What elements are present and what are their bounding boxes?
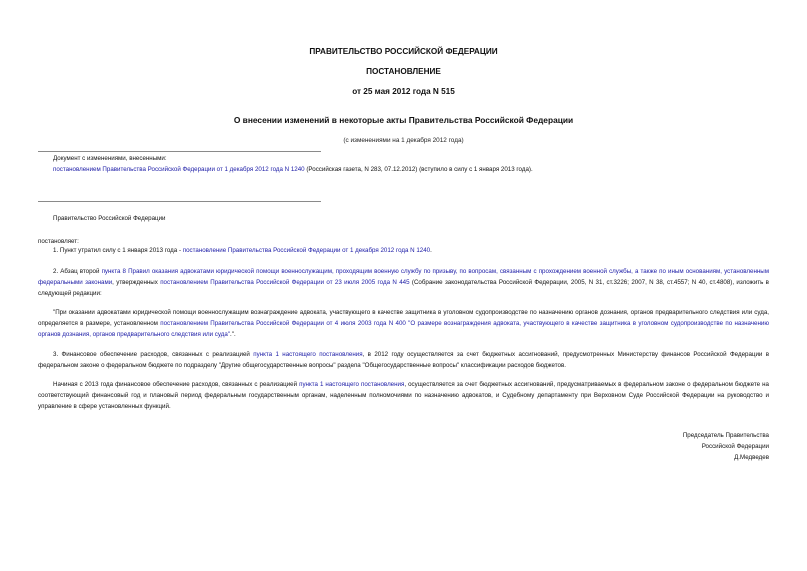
paragraph-1 (53, 245, 773, 256)
quote-pre: "При оказании адвокатами юридической помощи военнослужащим вознаграждение адвоката, участвующего в качестве защитника в уголовном судопроизводстве по назначению органов дознания, органов предварительного следствия или суда, определяется в размере, установленном (38, 309, 769, 327)
paragraph-2-link-decree[interactable]: постановлением Правительства Российской Федерации от 23 июля 2005 года N 445 (160, 279, 410, 286)
divider-bottom (38, 201, 321, 202)
changes-reference (53, 164, 773, 175)
quote-link[interactable]: постановлением Правительства Российской Федерации от 4 июля 2003 года N 400 "О размере вознаграждения адвоката, участвующего в качестве защитника в уголовном судопроизводстве по назначению органов дознания, органов предварительного следствия или суда" (38, 320, 769, 338)
changes-tail: (Российская газета, N 283, 07.12.2012) (вступило в силу с 1 января 2013 года). (304, 166, 533, 173)
signature-country: Российской Федерации (701, 443, 769, 450)
signature-position: Председатель Правительства (682, 432, 769, 439)
paragraph-2-pre: 2. Абзац второй (53, 268, 102, 275)
paragraph-2-link-rules[interactable]: пункта 8 Правил оказания адвокатами юридической помощи военнослужащим, проходящим военную службу по призыву, по вопросам, связанным с прохождением военной службы, а также по иным основаниям, установленным федеральными законами (38, 268, 770, 286)
issuing-body: Правительство Российской Федерации (53, 215, 166, 222)
paragraph-4-pre: Начиная с 2013 года финансовое обеспечение расходов, связанных с реализацией (53, 381, 300, 388)
paragraph-2-mid: , утвержденных (112, 279, 161, 286)
paragraph-3-pre: 3. Финансовое обеспечение расходов, связанных с реализацией (53, 351, 254, 358)
document-type: ПОСТАНОВЛЕНИЕ (366, 67, 441, 76)
changes-label: Документ с изменениями, внесенными: (53, 155, 167, 162)
revision-note: (с изменениями на 1 декабря 2012 года) (343, 137, 464, 144)
signature-block (560, 430, 769, 463)
paragraph-1-link[interactable]: постановление Правительства Российской Федерации от 1 декабря 2012 года N 1240 (182, 247, 431, 254)
paragraph-1-text: 1. Пункт утратил силу с 1 января 2013 года - (53, 247, 183, 254)
paragraph-4 (38, 379, 769, 412)
paragraph-3-post: , в 2012 году осуществляется за счет бюджетных ассигнований, предусмотренных Министерству финансов Российской Федерации в федеральном законе о федеральном бюджете по подразделу "Другие общегосударственные вопросы" раздела "Общегосударственные вопросы" классификации расходов бюджетов. (38, 351, 770, 369)
decides-label: постановляет: (38, 238, 79, 245)
quoted-amendment (38, 307, 769, 340)
changes-link[interactable]: постановлением Правительства Российской Федерации от 1 декабря 2012 года N 1240 (53, 166, 305, 173)
paragraph-1-end: . (430, 247, 432, 254)
divider-top (38, 151, 321, 152)
paragraph-2 (38, 266, 769, 299)
paragraph-2-post: (Собрание законодательства Российской Федерации, 2005, N 31, ст.3226; 2007, N 38, ст.4557; N 40, ст.4808), изложить в следующей редакции: (38, 279, 769, 297)
paragraph-3-link[interactable]: пункта 1 настоящего постановления (253, 351, 363, 358)
quote-post: .". (230, 331, 236, 338)
paragraph-3 (38, 349, 769, 371)
paragraph-4-post: , осуществляется за счет бюджетных ассигнований, предусматриваемых в федеральном законе о федеральном бюджете на соответствующий финансовый год и плановый период федеральным государственным органам, наделенным полномочиями по назначению адвокатов, и Судебному департаменту при Верховном Суде Российской Федерации на руководство и управление в сфере установленных функций. (38, 381, 769, 410)
paragraph-4-link[interactable]: пункта 1 настоящего постановления (299, 381, 405, 388)
document-title: О внесении изменений в некоторые акты Правительства Российской Федерации (233, 115, 574, 125)
document-date-number: от 25 мая 2012 года N 515 (352, 87, 455, 96)
government-heading: ПРАВИТЕЛЬСТВО РОССИЙСКОЙ ФЕДЕРАЦИИ (309, 47, 498, 56)
signature-name: Д.Медведев (734, 454, 769, 461)
